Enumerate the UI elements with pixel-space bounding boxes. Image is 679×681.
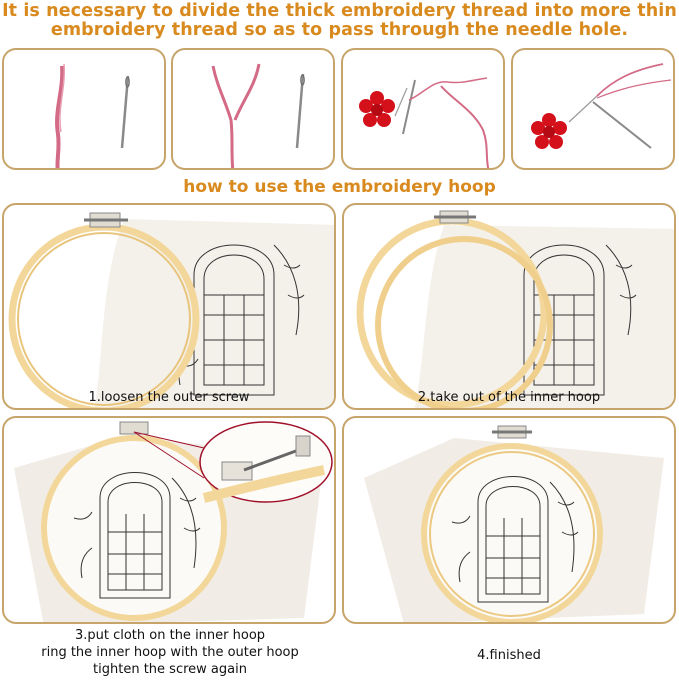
thread-panel-1: [2, 48, 166, 170]
step-4-caption: 4.finished: [477, 648, 541, 663]
loosen-screw-illustration: [4, 205, 336, 410]
threaded-needle-with-flower-illustration: [513, 50, 675, 170]
heading-thread-instructions: [0, 2, 679, 40]
heading-line-1: It is necessary to divide the thick embroidery thread into more thin: [2, 1, 677, 21]
step-3-line-3: tighten the screw again: [93, 662, 247, 677]
finished-hoop-illustration: [344, 418, 676, 624]
step-panel-1: [2, 203, 336, 410]
step-1-caption: 1.loosen the outer screw: [88, 390, 250, 405]
split-thread-and-needle-illustration: [173, 50, 335, 170]
thick-thread-and-needle-illustration: [4, 50, 166, 170]
screw-closeup-icon: [200, 422, 332, 502]
step-3-caption-text: [0, 627, 340, 678]
thread-panel-2: [171, 48, 335, 170]
step-2-caption: 2.take out of the inner hoop: [417, 390, 601, 405]
mount-cloth-illustration: [4, 418, 336, 624]
thread-panel-3: [341, 48, 505, 170]
step-panel-2: [342, 203, 676, 410]
flower-threader-icon: [359, 91, 395, 127]
heading-line-2: embroidery thread so as to pass through the needle hole.: [50, 20, 629, 40]
step-panel-4: [342, 416, 676, 624]
flower-threader-icon: [531, 113, 567, 149]
step-3-line-1: 3.put cloth on the inner hoop: [74, 628, 266, 643]
threading-needle-with-flower-illustration: [343, 50, 505, 170]
step-panel-3: [2, 416, 336, 624]
remove-inner-hoop-illustration: [344, 205, 676, 410]
heading-hoop-instructions: how to use the embroidery hoop: [183, 177, 496, 197]
step-3-line-2: ring the inner hoop with the outer hoop: [41, 645, 299, 660]
thread-panel-4: [511, 48, 675, 170]
